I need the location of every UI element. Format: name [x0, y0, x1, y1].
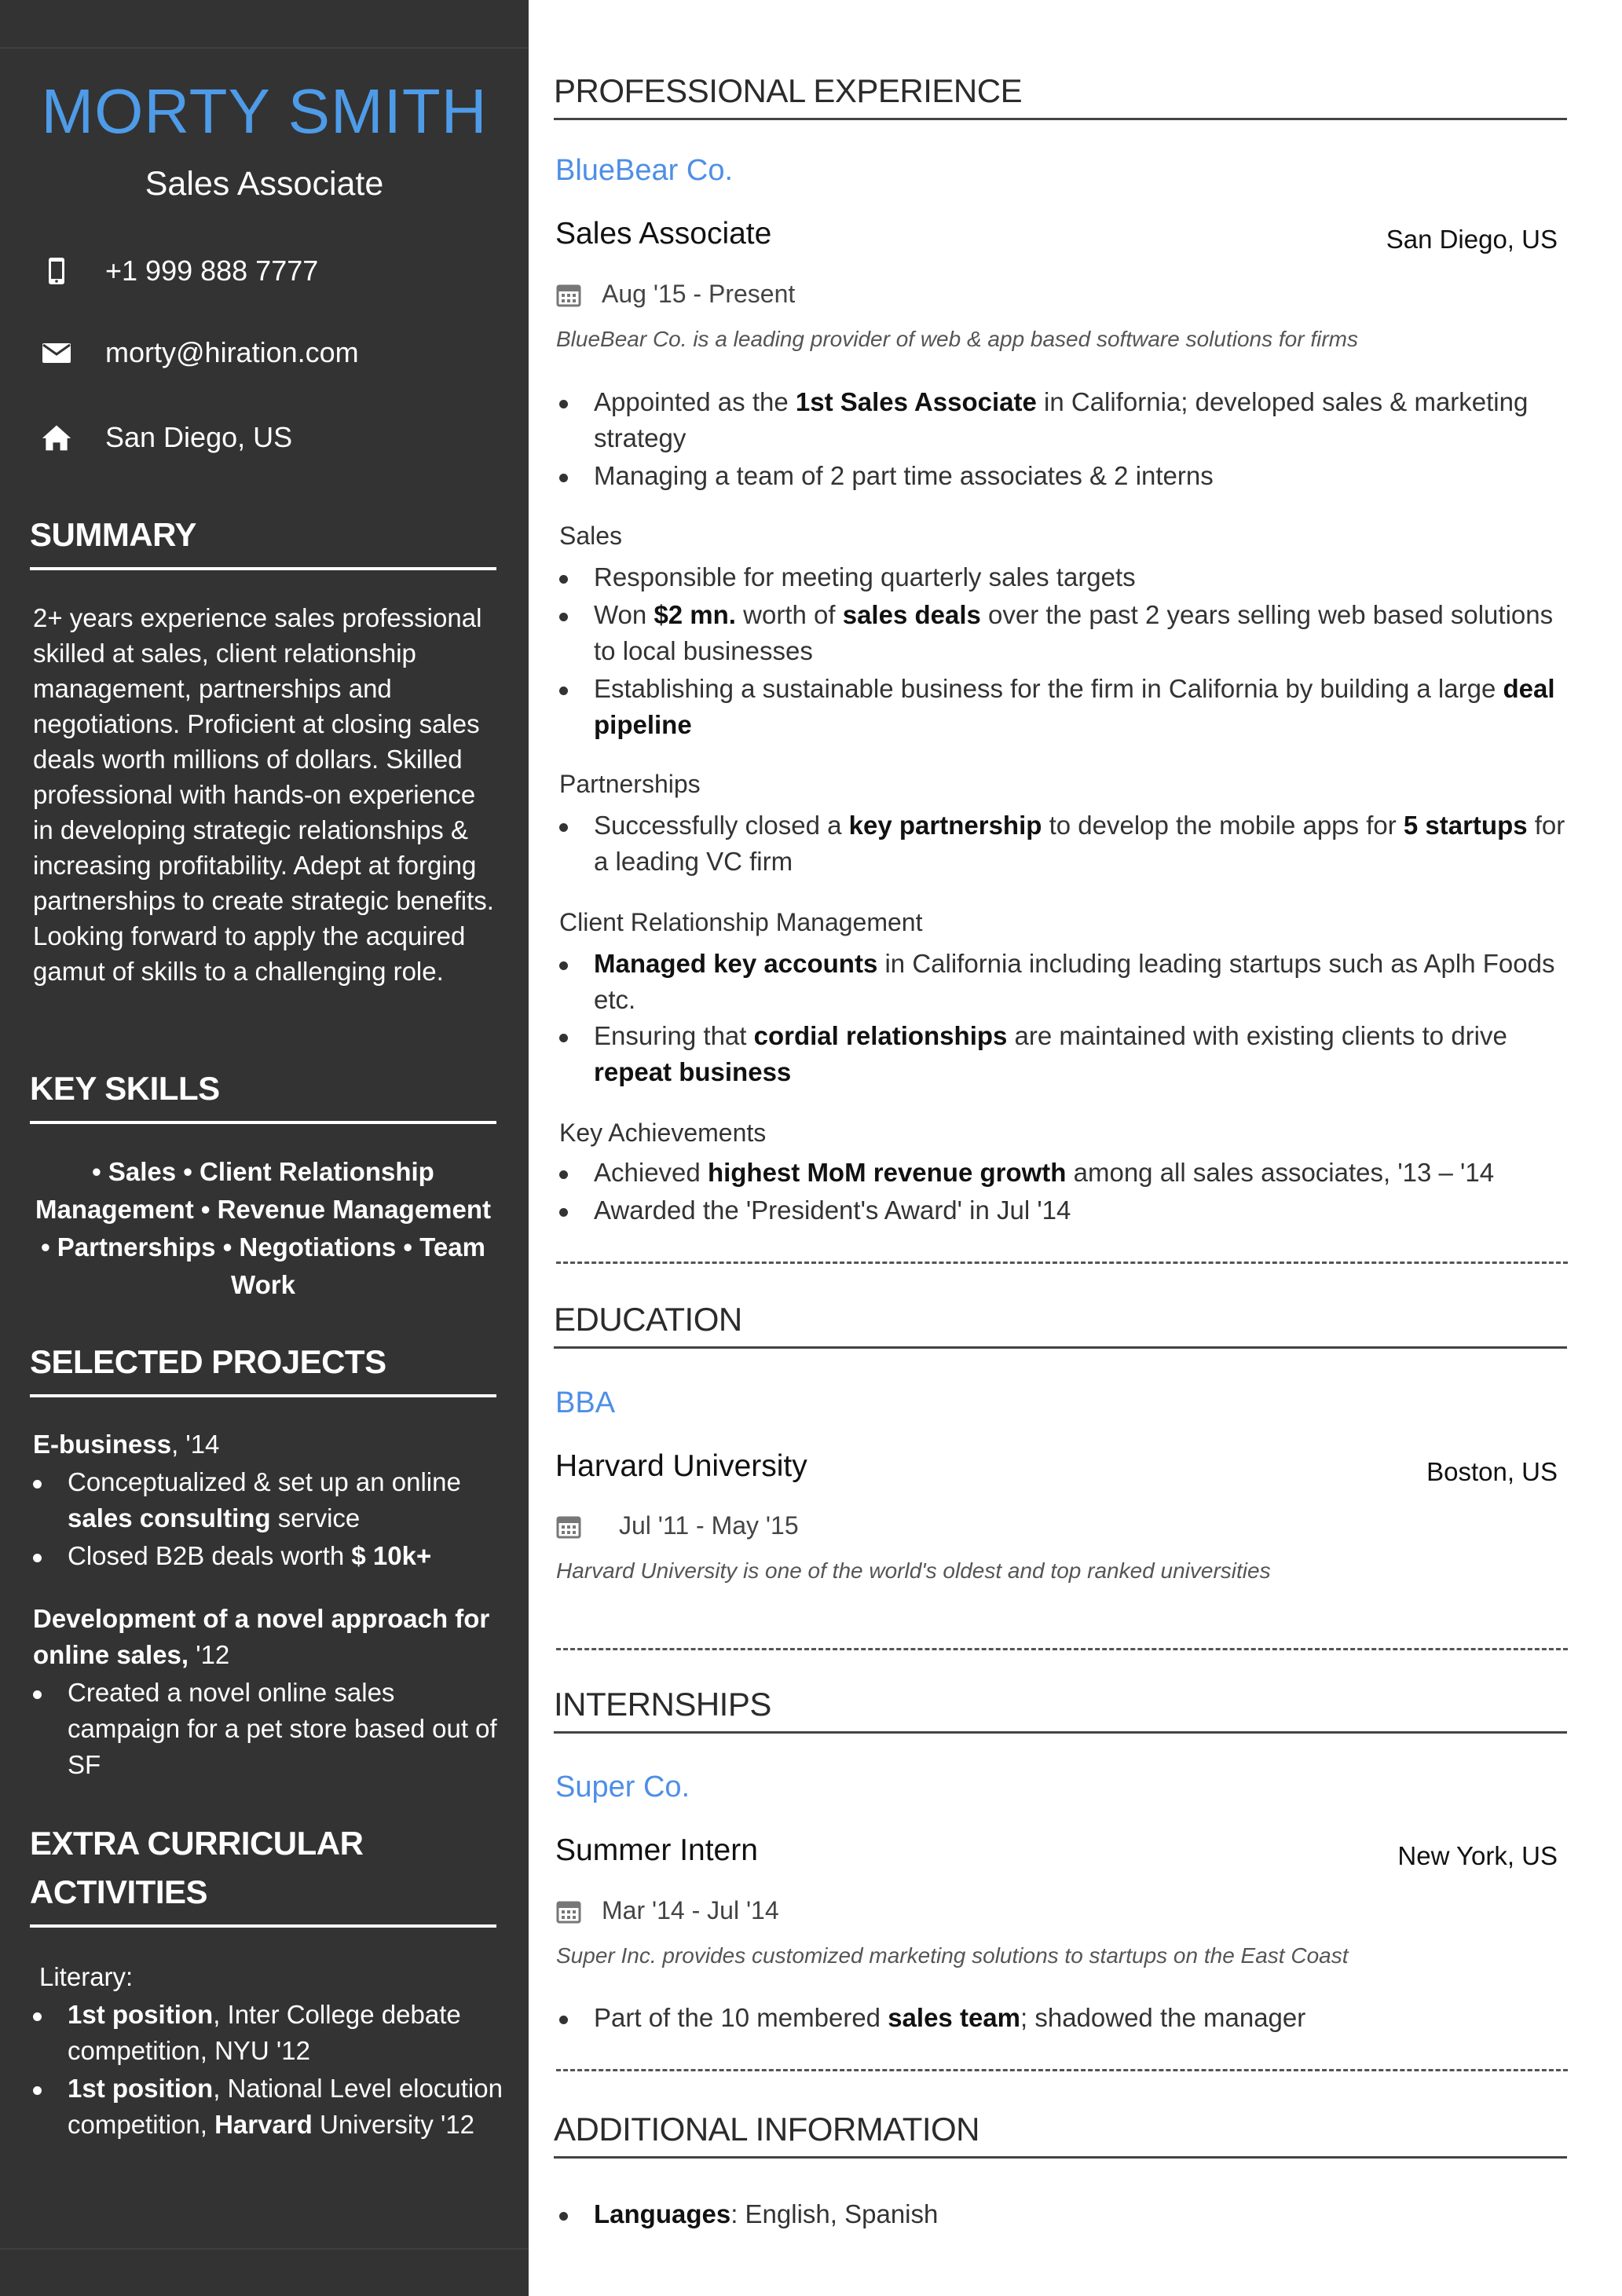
calendar-icon [556, 1899, 581, 1924]
additional-heading: ADDITIONAL INFORMATION [554, 2107, 1567, 2159]
section-divider [556, 1648, 1568, 1650]
company-name: BlueBear Co. [555, 154, 734, 187]
sidebar [0, 0, 529, 2296]
list-item: Conceptualized & set up an online sales consulting service [68, 1464, 507, 1536]
phone-text: +1 999 888 7777 [105, 255, 319, 287]
job-title: Sales Associate [555, 217, 772, 251]
subsection-title: Sales [559, 522, 623, 550]
list-item: Ensuring that cordial relationships are maintained with existing clients to drive repeat business [594, 1018, 1568, 1090]
list-item: Languages: English, Spanish [594, 2196, 1568, 2232]
subsection-title: Client Relationship Management [559, 908, 923, 936]
home-icon [41, 422, 72, 453]
candidate-name: MORTY SMITH [41, 76, 488, 146]
education-heading: EDUCATION [554, 1298, 1567, 1349]
extra-heading: EXTRA CURRICULAR ACTIVITIES [30, 1819, 496, 1928]
school-name: Harvard University [555, 1449, 807, 1483]
summary-text: 2+ years experience sales professional skilled at sales, client relationship management, partnerships and negotiations. Proficient at closing sales deals worth millions of dollars. Skilled professional with hands-on experience in developing strategic relationships & increasing profitability. Adept at forging partnerships to create strategic benefits. Looking forward to apply the acquired gamut of skills to a challenging role. [33, 603, 494, 986]
job-date: Mar '14 - Jul '14 [556, 1896, 779, 1925]
list-item: Responsible for meeting quarterly sales targets [594, 559, 1568, 595]
calendar-icon [556, 282, 581, 307]
project-title: Development of a novel approach for online sales, '12 [33, 1604, 490, 1669]
company-description: Super Inc. provides customized marketing solutions to startups on the East Coast [556, 1943, 1349, 1968]
company-description: BlueBear Co. is a leading provider of web & app based software solutions for firms [556, 327, 1358, 351]
project-title: E-business, '14 [33, 1430, 220, 1459]
skills-list: • Sales • Client Relationship Management • Revenue Management • Partnerships • Negotiations • Team Work [35, 1157, 492, 1299]
divider [0, 47, 529, 49]
subsection-title: Key Achievements [559, 1119, 767, 1147]
email-text: morty@hiration.com [105, 336, 359, 368]
list-item: Closed B2B deals worth $ 10k+ [68, 1538, 507, 1574]
section-divider [556, 1262, 1568, 1264]
location-text: San Diego, US [105, 421, 293, 453]
divider [0, 2248, 529, 2250]
section-divider [556, 2069, 1568, 2071]
education-date: Jul '11 - May '15 [556, 1511, 799, 1540]
list-item: Managing a team of 2 part time associates & 2 interns [594, 458, 1568, 494]
job-date: Aug '15 - Present [556, 280, 795, 309]
list-item: Establishing a sustainable business for the firm in California by building a large deal pipeline [594, 671, 1568, 743]
list-item: Part of the 10 membered sales team; shadowed the manager [594, 2000, 1568, 2036]
calendar-icon [556, 1514, 581, 1539]
skills-heading: KEY SKILLS [30, 1064, 496, 1124]
list-item: 1st position, National Level elocution competition, Harvard University '12 [68, 2071, 507, 2143]
job-location: San Diego, US [1386, 225, 1558, 254]
list-item: Managed key accounts in California including leading startups such as Aplh Foods etc. [594, 946, 1568, 1018]
internships-heading: INTERNSHIPS [554, 1683, 1567, 1734]
envelope-icon [41, 337, 72, 368]
contact-location [41, 421, 292, 454]
subsection-title: Partnerships [559, 770, 701, 798]
projects-heading: SELECTED PROJECTS [30, 1338, 496, 1397]
school-location: Boston, US [1426, 1457, 1558, 1486]
job-title: Summer Intern [555, 1833, 758, 1867]
extra-subheading: Literary: [39, 1962, 134, 1991]
candidate-role: Sales Associate [145, 165, 384, 203]
school-description: Harvard University is one of the world's oldest and top ranked universities [556, 1558, 1271, 1583]
degree-name: BBA [555, 1386, 616, 1419]
phone-icon [41, 255, 72, 287]
list-item: 1st position, Inter College debate competition, NYU '12 [68, 1997, 507, 2069]
list-item: Achieved highest MoM revenue growth among all sales associates, '13 – '14 [594, 1155, 1568, 1191]
contact-email [41, 336, 359, 369]
list-item: Successfully closed a key partnership to develop the mobile apps for 5 startups for a leading VC firm [594, 807, 1568, 880]
company-name: Super Co. [555, 1771, 690, 1803]
list-item: Created a novel online sales campaign for a pet store based out of SF [68, 1675, 507, 1783]
list-item: Appointed as the 1st Sales Associate in California; developed sales & marketing strategy [594, 384, 1568, 456]
contact-phone [41, 255, 318, 287]
summary-heading: SUMMARY [30, 511, 496, 570]
job-location: New York, US [1397, 1841, 1558, 1870]
list-item: Awarded the 'President's Award' in Jul '14 [594, 1192, 1568, 1229]
list-item: Won $2 mn. worth of sales deals over the past 2 years selling web based solutions to local businesses [594, 597, 1568, 669]
experience-heading: PROFESSIONAL EXPERIENCE [554, 69, 1567, 120]
